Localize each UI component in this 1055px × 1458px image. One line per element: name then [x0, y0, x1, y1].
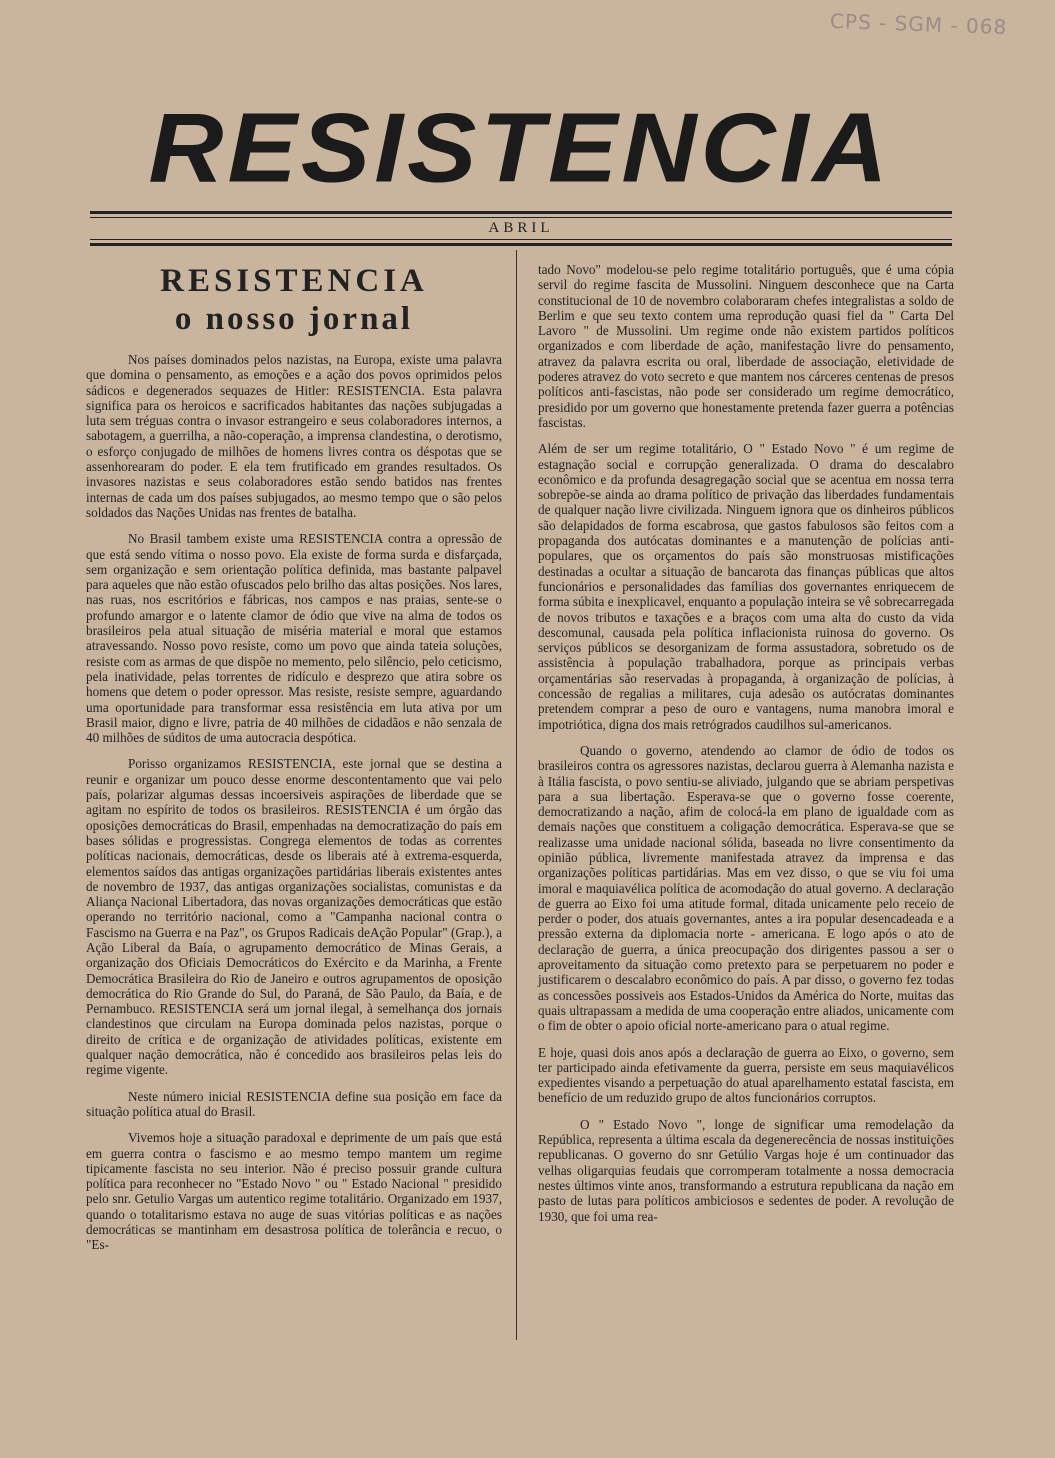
- masthead-rule: [90, 211, 952, 214]
- article-paragraph: Além de ser um regime totalitário, O " Estado Novo " é um regime de estagnação social e corrupção generalizada. O drama do descalabro econômico e da profunda desagregação social que se acentua em nossa terra sobrepõe-se ainda ao drama político de privação das liberdades fundamentais de qualquer nação livre civilizada. Ninguem ignora que os dinheiros públicos são delapidados de forma escabrosa, que gastos fabulosos são feitos com a propaganda dos autócatas dominantes e a manutenção de polícias anti-populares, que os orçamentos do país são monstruosas mistificações destinadas a ocultar a situação de bancarota das finanças públicas que altos funcionários e personalidades das famílias dos governantes enriquecem de forma súbita e inexplicavel, enquanto a população inteira se vê sobrecarregada de novos tributos e taxações e a braços com uma alta do custo da vida descomunal, causada pela política inflacionista ruinosa do governo. Os serviços públicos se desorganizam de forma assustadora, sobretudo os de assistência à população trabalhadora, porque as principais verbas orçamentárias são reservadas à propaganda, à organização de polícias, à concessão de regalias a militares, cuja adesão os autócratas dominantes pretendem comprar a peso de ouro e vantagens, numa manobra imoral e impotriótica, digna dos mais retrógrados caudilhos sul-americanos.: [538, 441, 954, 732]
- article-paragraph: Porisso organizamos RESISTENCIA, este jornal que se destina a reunir e organizar um pouco desse enorme descontentamento que vai pelo país, polarizar algumas dessas incoersiveis aspirações de liberdade que se agitam no espírito de todos os brasileiros. RESISTENCIA é um órgão das oposições democráticas do Brasil, empenhadas na democratização do país em bases sólidas e progressistas. Congrega elementos de todas as correntes políticas nacionais, democráticas, desde os liberais até à extrema-esquerda, elementos saídos das antigas organizações partidárias liberais existentes antes de novembro de 1937, das antigas organizações socialistas, comunistas e da Aliança Nacional Libertadora, das novas organizações democráticas que estão operando no território nacional, como a "Campanha nacional contra o Fascismo na Guerra e na Paz", os Grupos Radicais deAção Popular" (Grap.), a Ação Liberal da Baía, o agrupamento democrático de Minas Gerais, a organização dos Oficiais Democráticos do Exército e da Marinha, a Frente Democrática Brasileira do Rio de Janeiro e outros agrupamentos de oposição democrática do Rio Grande do Sul, do Paraná, de São Paulo, da Baía, e de Pernambuco. RESISTENCIA será um jornal ilegal, à semelhança dos jornais clandestinos que circulam na Europa dominada pelos nazistas, porque o direito de crítica e de organização de atividades políticas, existente em qualquer nação democrática, não é concedido aos brasileiros pelas leis do regime vigente.: [86, 756, 502, 1078]
- masthead-rule: [90, 217, 952, 218]
- left-column: [86, 262, 502, 1264]
- column-divider: [516, 250, 517, 1340]
- archive-code: CPS - SGM - 068: [829, 8, 1008, 40]
- article-paragraph: Nos países dominados pelos nazistas, na Europa, existe uma palavra que domina o pensamento, as emoções e a ação dos povos oprimidos pelos sádicos e degenerados sequazes de Hitler: RESISTENCIA. Esta palavra significa para os heroicos e sacrificados habitantes das nações subjugadas a luta sem tréguas contra o invasor estrangeiro e seus colaboradores internos, a sabotagem, a guerrilha, a não-coperação, a imprensa clandestina, o derotismo, o esforço conjugado de milhões de homens livres contra os déspotas que se assenhorearam do poder. E ela tem frutificado em grandes resultados. Os invasores nazistas e seus colaboradores estão sendo batidos nas frentes internas de cada um dos países subjugados, ao mesmo tempo que o são pelos soldados das Nações Unidas nas frentes de batalha.: [86, 352, 502, 520]
- article-paragraph: tado Novo" modelou-se pelo regime totalitário português, que é uma cópia servil do regime fascita de Mussolini. Ninguem desconhece que na Carta constitucional de 10 de novembro colaboraram chefes integralistas a soldo de Berlim e que seu texto contem uma reprodução quasi fiel da " Carta Del Lavoro " de Mussolini. Um regime onde não existem partidos políticos organizados e com liberdade de ação, manifestação livre do pensamento, atravez da palavra escrita ou oral, liberdade de associação, eletividade de poderes atravez do voto secreto e que mantem nos cárceres centenas de presos políticos anti-fascistas, não pode ser considerado um regime democrático, presidido por um governo que honestamente pretenda fazer guerra a potências fascistas.: [538, 262, 954, 430]
- article-subheadline: o nosso jornal: [174, 301, 414, 337]
- issue-month: ABRIL: [488, 220, 554, 236]
- article-paragraph: Quando o governo, atendendo ao clamor de ódio de todos os brasileiros contra os agressores nazistas, declarou guerra à Alemanha nazista e à Itália fascista, o povo sentiu-se aliviado, julgando que se abriam perspetivas para a sua libertação. Esperava-se que o governo fosse coerente, democratizando a nação, afim de colocá-la em plano de igualdade com as demais nações que constituem a coligação democrática. Esperava-se que se realizasse uma unidade nacional sólida, baseada no livre consentimento da opinião pública, livremente manifestada atravez da imprensa e das organizações políticas partidárias. Mas em vez disso, o que se viu foi uma imoral e maquiavélica política de acomodação do atual governo. A declaração de guerra ao Eixo foi uma atitude formal, ditada unicamente pelo receio de perder o poder, dos atuais governantes, antes a ira popular desencadeada e a pressão externa da diplomacia norte - americana. E logo após o ato de declaração de guerra, a única preocupação dos dirigentes passou a ser o aproveitamento da situação como pretexto para se perpetuarem no poder e justificarem o descalabro econômico do país. A par disso, o governo fez todas as concessões possiveis aos Estados-Unidos da América do Norte, muitas das quais ultrapassam a medida de uma cooperação entre aliados, unicamente com o fim de obter o apoio oficial norte-americano para o atual regime.: [538, 742, 954, 1034]
- article-paragraph: Neste número inicial RESISTENCIA define sua posição em face da situação política atual do Brasil.: [86, 1088, 502, 1119]
- article-headline: RESISTENCIA: [160, 263, 428, 299]
- right-column: [538, 262, 954, 1235]
- article-paragraph: E hoje, quasi dois anos após a declaração de guerra ao Eixo, o governo, sem ter participado ainda efetivamente da guerra, persiste em seus maquiavélicos expedientes visando a perpetuação do atual aparelhamento estatal fascista, em benefício de um reduzido grupo de altos funcionários corruptos.: [538, 1044, 954, 1106]
- masthead-rule: [90, 239, 952, 240]
- masthead-title: RESISTENCIA: [148, 92, 892, 204]
- article-paragraph: Vivemos hoje a situação paradoxal e deprimente de um país que está em guerra contra o fascismo e ao mesmo tempo mantem um regime tipicamente fascista no seu interior. Não é preciso possuir grande cultura política para reconhecer no "Estado Novo " ou " Estado Nacional " presidido pelo snr. Getulio Vargas um autentico regime totalitário. Organizado em 1937, quando o totalitarismo estava no auge de suas vitórias políticas e as nações democráticas se mantinham em desastrosa política de tolerância e recuo, o "Es-: [86, 1130, 502, 1253]
- article-paragraph: O " Estado Novo ", longe de significar uma remodelação da República, representa a última escala da degenerecência de nossas instituições republicanas. O governo do snr Getúlio Vargas hoje é um continuador das velhas oligarquias feudais que corromperam totalmente a nossa democracia nestes últimos vinte anos, transformando a estrutura republicana da nação em pasto de lutas para políticos ambiciosos e sedentes de poder. A revolução de 1930, que foi uma rea-: [538, 1116, 954, 1224]
- masthead-rule: [90, 243, 952, 246]
- article-paragraph: No Brasil tambem existe uma RESISTENCIA contra a opressão de que está sendo vítima o nosso povo. Ela existe de forma surda e disfarçada, sem organização e sem orientação política definida, mas bastante palpavel para aqueles que não estão ofuscados pelo brilho das altas posições. Nos lares, nas ruas, nos escritórios e fábricas, nos campos e nas praias, sente-se o profundo amargor e o latente clamor de ódio que vive na alma de todos os brasileiros pela atual situação de miséria material e moral que estamos atravessando. Nosso povo resiste, como um povo que ainda tateia soluções, resiste com as armas de que dispõe no memento, pelo silêncio, pelo ceticismo, pela inatividade, pelas torrentes de ridículo e desprezo que atira sobre os homens que detem o poder opressor. Mas resiste, resiste sempre, aguardando uma oportunidade para transformar essa resistência em luta ativa por um Brasil maior, digno e livre, patria de 40 milhões de cidadãos e não senzala de 40 milhões de súditos de uma autocracia despótica.: [86, 531, 502, 746]
